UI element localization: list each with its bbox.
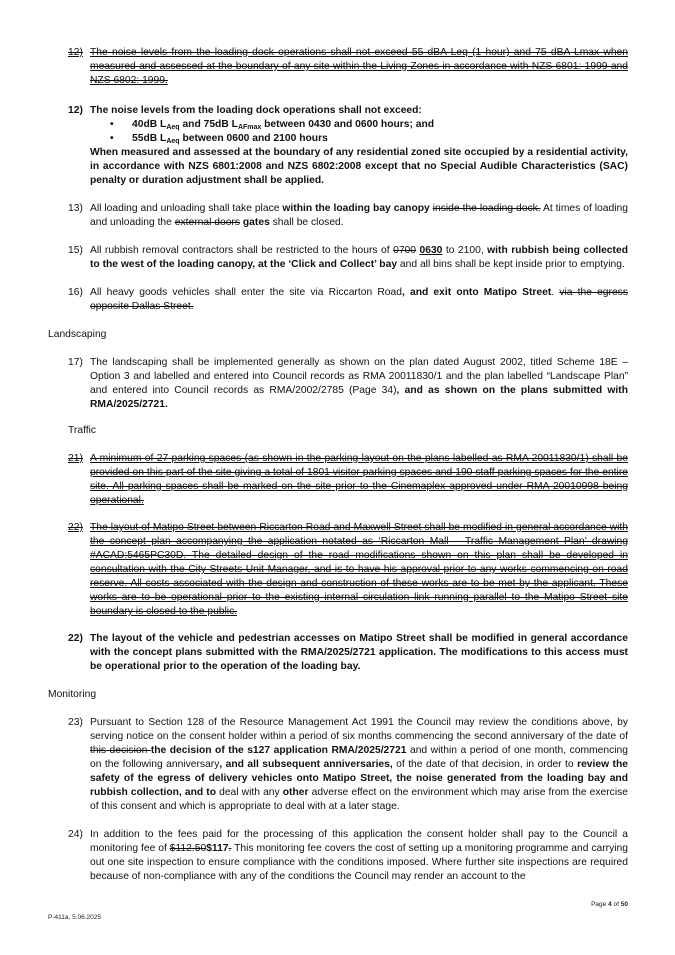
condition-text: All loading and unloading shall take place within the loading bay canopy inside the loading dock. At times of loading and unloading the external doors gates shall be closed. [90,203,628,228]
condition-21-deleted [68,452,628,508]
condition-text [90,104,628,188]
condition-text: The landscaping shall be implemented generally as shown on the plan dated August 2002, titled Scheme 18E – Option 3 and labelled and entered into Council records as RMA 20011830/1 and the plan labelled “Landscape Plan” and entered into Council records as RMA/2002/2785 (Page 34), and as shown on the plans submitted with RMA/2025/2721. [90,357,628,410]
condition-12-deleted [68,46,628,88]
condition-24 [68,828,628,884]
condition-number: 23) [68,717,83,728]
noise-limit-item: • 55dB $L_{Aeq}$ between 0600 and 2100 hours [90,132,628,146]
condition-text: Pursuant to Section 128 of the Resource Management Act 1991 the Council may review the conditions above, by serving notice on the consent holder within a period of six months commencing the second anniversary of the date of this decision the decision of the s127 application RMA/2025/2721 and within a period of one month, commencing on the following anniversary, and all subsequent anniversaries, of the date of that decision, in order to review the safety of the egress of delivery vehicles onto Matipo Street, the noise generated from the loading bay and rubbish collection, and to deal with any other adverse effect on the environment which may arise from the exercise of this consent and which is appropriate to deal with at a later stage. [90,717,628,812]
condition-text: The noise levels from the loading dock operations shall not exceed 55 dBA Leq (1 hour) and 75 dBA Lmax when measured and assessed at the boundary of any site within the Living Zones in accordance with NZS 6801: 1999 and NZS 6802: 1999. [90,47,628,86]
condition-number: 22) [68,522,83,533]
condition-number: 12) [68,105,83,116]
condition-number: 17) [68,357,83,368]
section-heading-monitoring: Monitoring [48,689,97,700]
condition-number: 15) [68,245,83,256]
condition-text: All heavy goods vehicles shall enter the site via Riccarton Road, and exit onto Matipo Street. via the egress opposite Dallas Street. [90,287,628,312]
condition-tail: When measured and assessed at the boundary of any residential zoned site occupied by a residential activity, in accordance with NZS 6801:2008 and NZS 6802:2008 except that no Special Audible Characteristics (SAC) penalty or duration adjustment shall be applied. [90,147,628,186]
noise-limit-item: • 40dB $L_{Aeq}$ and 75dB $L_{AFmax}$ between 0430 and 0600 hours; and [90,118,628,132]
condition-22-deleted [68,521,628,619]
condition-22-new [68,632,628,674]
section-heading-traffic: Traffic [68,425,97,436]
section-heading-landscaping: Landscaping [48,329,107,340]
condition-17 [68,356,628,412]
condition-number: 21) [68,453,83,464]
condition-13 [68,202,628,230]
condition-text: All rubbish removal contractors shall be restricted to the hours of 0700 0630 to 2100, with rubbish being collected to the west of the loading canopy, at the ‘Click and Collect’ bay and all bins shall be kept inside prior to emptying. [90,245,628,270]
condition-text: In addition to the fees paid for the processing of this application the consent holder shall pay to the Council a monitoring fee of $112.50$117. This monitoring fee covers the cost of setting up a monitoring programme and carrying out one site inspection to ensure compliance with the conditions imposed. Where further site inspections are required because of non-compliance with any of the conditions the Council may render an account to the [90,829,628,882]
condition-12-new [68,104,628,188]
condition-number: 16) [68,287,83,298]
noise-limit-list [90,118,628,146]
condition-23 [68,716,628,814]
condition-number: 24) [68,829,83,840]
condition-text: The layout of the vehicle and pedestrian accesses on Matipo Street shall be modified in general accordance with the concept plans submitted with the RMA/2025/2721 application. The modifications to this access must be operational prior to the operation of the loading bay. [90,633,628,672]
condition-number: 13) [68,203,83,214]
condition-16 [68,286,628,314]
form-code: P-411a, 5.06.2025 [48,914,102,921]
condition-number: 22) [68,633,83,644]
condition-intro: The noise levels from the loading dock operations shall not exceed: [90,105,422,116]
condition-text: The layout of Matipo Street between Riccarton Road and Maxwell Street shall be modified in general accordance with the concept plan accompanying the application notated as ‘Riccarton Mall – Traffic Management Plan’ drawing #ACAD:5465PC30D. The detailed design of the road modifications shown on this plan shall be developed in consultation with the City Streets Unit Manager, and is to have his approval prior to any works commencing on road reserve. All costs associated with the design and construction of these works are to be met by the applicant. These works are to be operational prior to the existing internal circulation link running parallel to the Matipo Street site boundary is closed to the public. [90,522,628,617]
condition-15 [68,244,628,272]
condition-text: A minimum of 27 parking spaces (as shown in the parking layout on the plans labelled as RMA 20011830/1) shall be provided on this part of the site giving a total of 1801 visitor parking spaces and 190 staff parking spaces for the entire site. All parking spaces shall be marked on the site prior to the Cinemaplex approved under RMA 20010998 being operational. [90,453,628,506]
page-number: Page 4 of 50 [591,901,628,908]
condition-number: 12) [68,47,83,58]
